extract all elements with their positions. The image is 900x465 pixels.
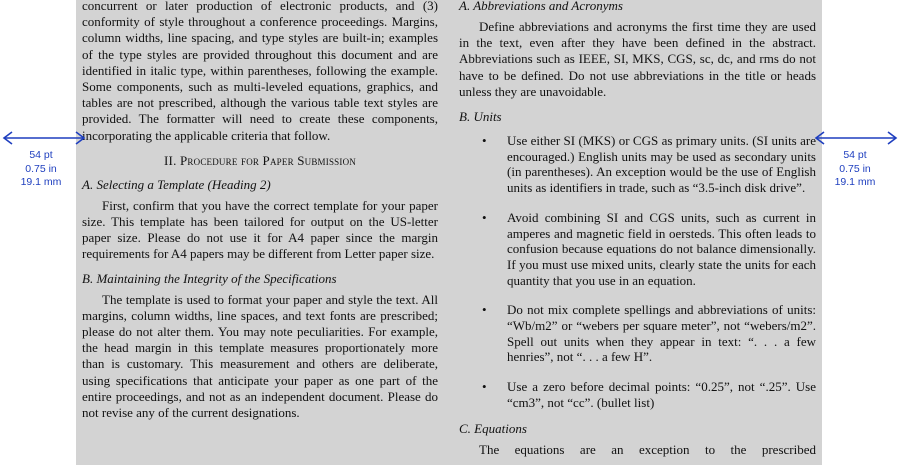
equations-title: C. Equations xyxy=(459,420,527,436)
list-item-text: Avoid combining SI and CGS units, such as current in amperes and magnetic field in oersteds. This often leads to confusion because equations do not balance dimensionally. If you must use mixed units, clearly state the units for each quantity that you use in an equation. xyxy=(507,209,816,288)
equations-body: The equations are an exception to the prescribed xyxy=(479,441,816,457)
list-item xyxy=(459,133,816,196)
subsection-a-title: A. Selecting a Template (Heading 2) xyxy=(82,176,271,192)
margin-mm: 19.1 mm xyxy=(834,176,876,188)
margin-in: 0.75 in xyxy=(839,162,871,175)
bullet-icon: • xyxy=(482,209,487,225)
document-page xyxy=(76,0,822,465)
section-heading xyxy=(82,153,438,169)
units-bullet-list xyxy=(459,133,816,411)
left-margin-label xyxy=(11,149,71,190)
subsection-b-body: The template is used to format your paper and style the text. All margins, column widths, line spaces, and text fonts are prescribed; please do not alter them. You may note peculiarities. For example, the head margin in this template measures proportionately more than is customary. This measurement and others are deliberate, using specifications that anticipate your paper as one part of the entire proceedings, and not as an independent document. Please do not revise any of the current designations. xyxy=(82,291,438,421)
bullet-icon: • xyxy=(482,302,487,318)
margin-mm: 19.1 mm xyxy=(20,176,62,188)
abbrev-body: Define abbreviations and acronyms the first time they are used in the text, even after they have been defined in the abstract. Abbreviations such as IEEE, SI, MKS, CGS, sc, dc, and rms do not have to be defined. Do not use abbreviations in the title or heads unless they are unavoidable. xyxy=(459,19,816,99)
left-column xyxy=(82,0,438,421)
list-item-text: Use either SI (MKS) or CGS as primary units. (SI units are encouraged.) English units may be used as secondary units (in parentheses). An exception would be the use of English units as identifiers in trade, such as “3.5-inch disk drive”. xyxy=(507,133,816,196)
section-heading-number: II. xyxy=(164,152,177,168)
units-title: B. Units xyxy=(459,109,502,125)
list-item xyxy=(459,302,816,365)
bullet-icon: • xyxy=(482,133,487,149)
list-item xyxy=(459,210,816,289)
subsection-b-title: B. Maintaining the Integrity of the Specifications xyxy=(82,270,337,286)
margin-in: 0.75 in xyxy=(25,162,57,175)
bullet-icon: • xyxy=(482,379,487,395)
list-item-text: Use a zero before decimal points: “0.25”, not “.25”. Use “cm3”, not “cc”. (bullet list) xyxy=(507,379,816,410)
list-item-text: Do not mix complete spellings and abbreviations of units: “Wb/m2” or “webers per square meter”, not “webers/m2”. Spell out units when they appear in text: “. . . a few henries”, not “. . . a few H”. xyxy=(507,302,816,365)
section-heading-text: Procedure for Paper Submission xyxy=(180,152,356,168)
right-column xyxy=(459,0,816,458)
margin-pt: 54 pt xyxy=(843,149,867,161)
left-margin-arrow-icon xyxy=(2,130,86,146)
subsection-a-body: First, confirm that you have the correct template for your paper size. This template has been tailored for output on the US-letter paper size. Please do not use it for A4 paper since the margin requirements for A4 papers may be different from Letter paper size. xyxy=(82,197,438,262)
right-margin-label xyxy=(825,149,885,190)
intro-paragraph: concurrent or later production of electronic products, and (3) conformity of style throughout a conference proceedings. Margins, column widths, line spacing, and type styles are built-in; examples of the type styles are provided throughout this document and are identified in italic type, within parentheses, following the example. Some components, such as multi-leveled equations, graphics, and tables are not prescribed, although the various table text styles are provided. The formatter will need to create these components, incorporating the applicable criteria that follow. xyxy=(82,0,438,143)
abbrev-title: A. Abbreviations and Acronyms xyxy=(459,0,623,13)
right-margin-arrow-icon xyxy=(814,130,898,146)
margin-pt: 54 pt xyxy=(29,149,53,161)
list-item xyxy=(459,379,816,410)
